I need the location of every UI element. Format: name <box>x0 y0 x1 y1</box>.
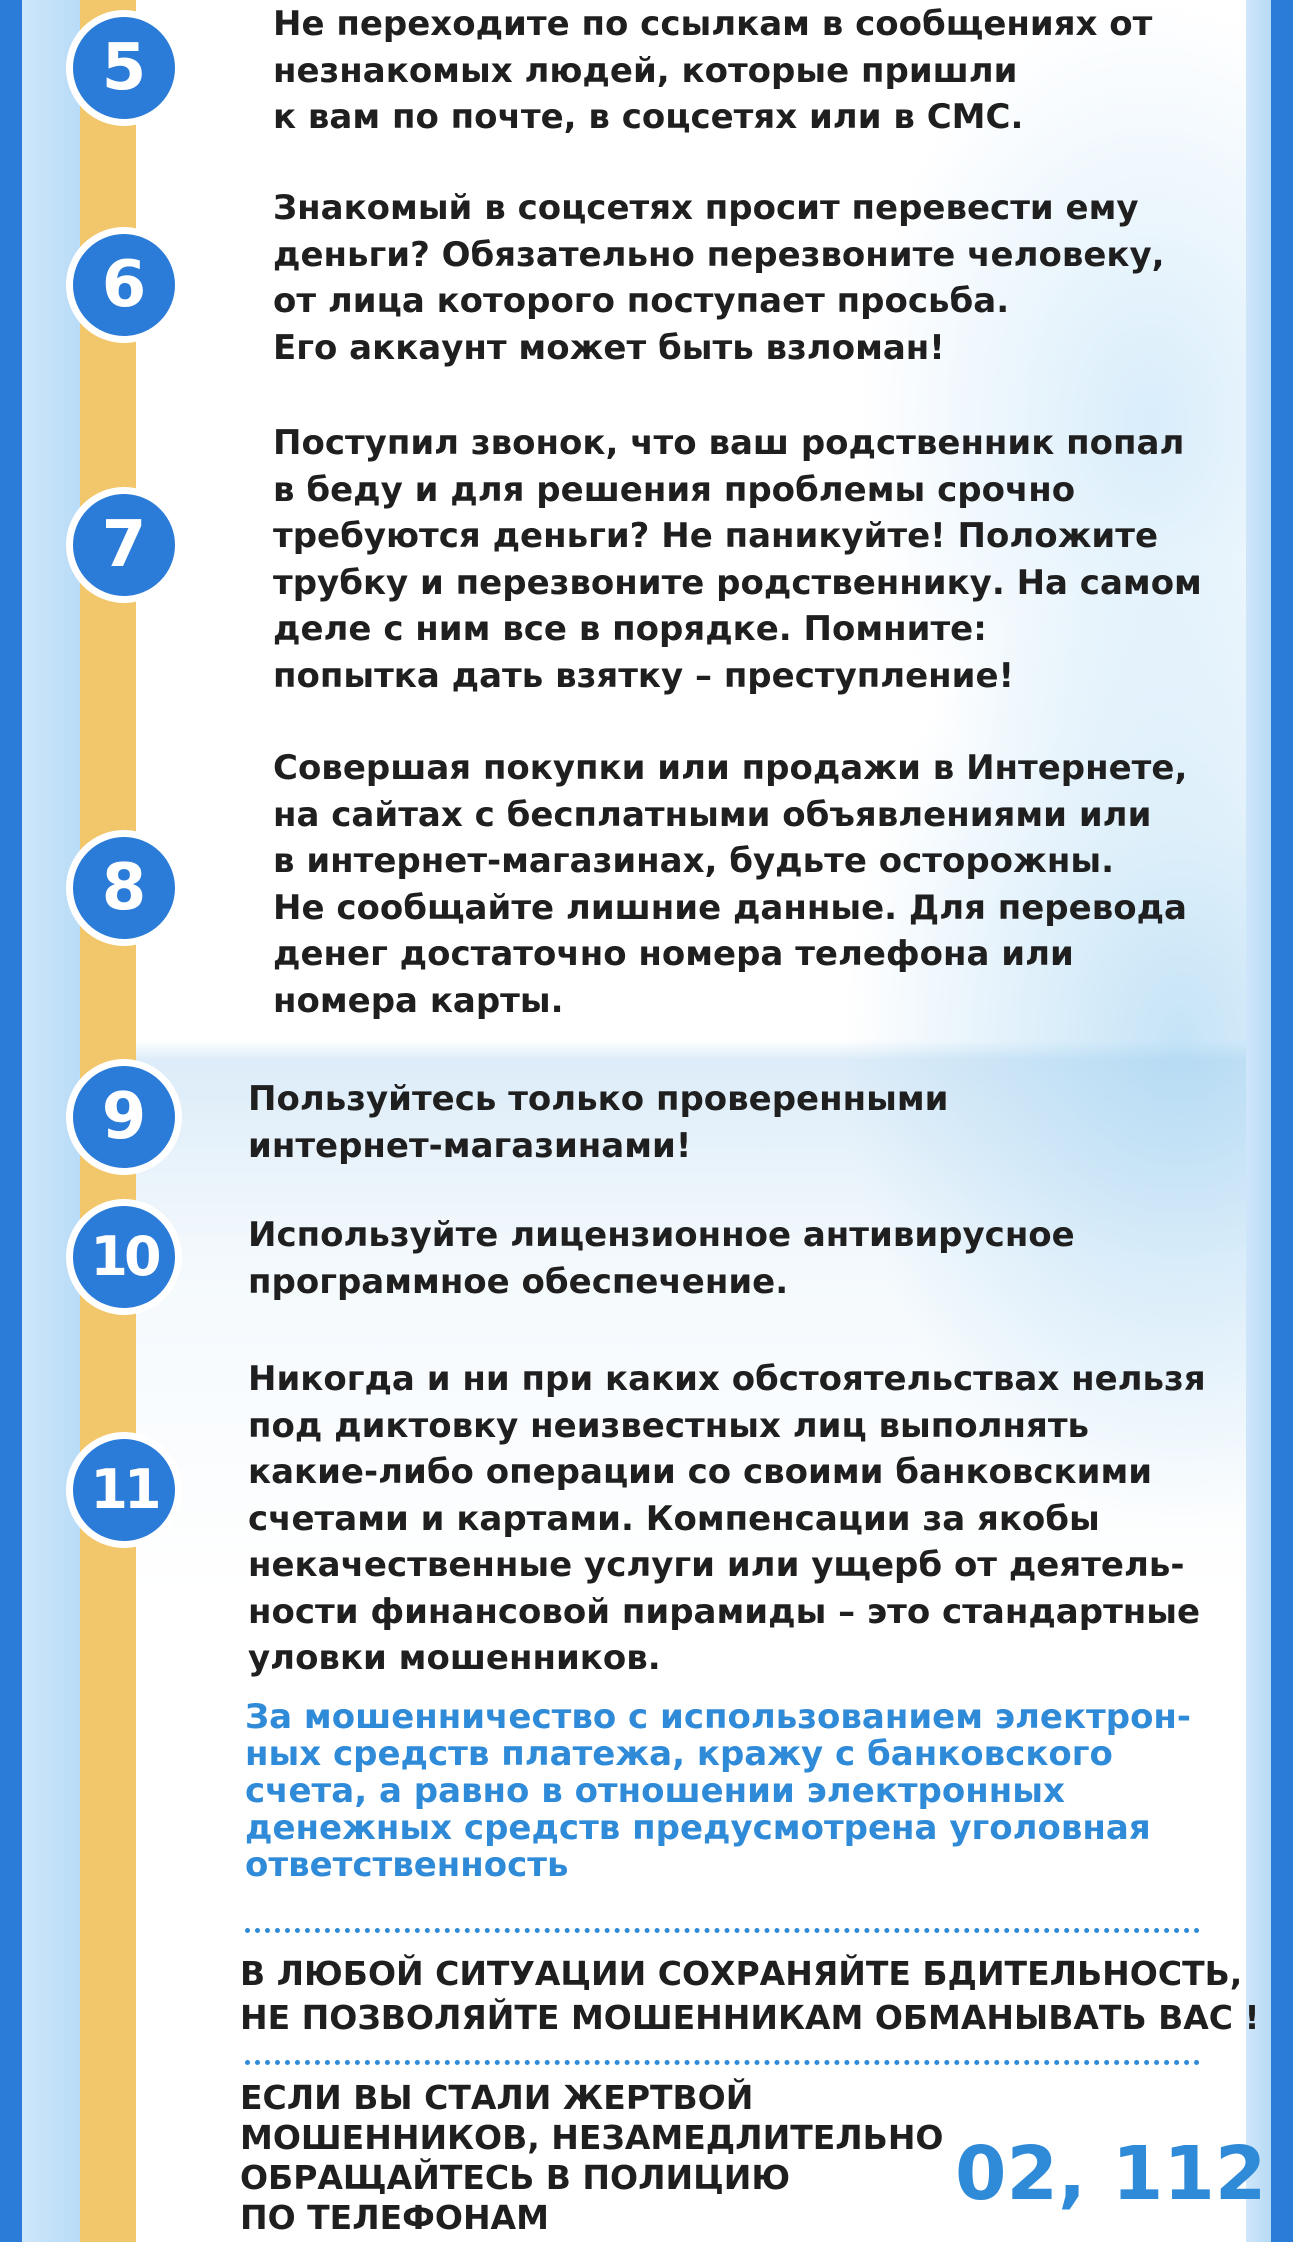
left-blue-stripe <box>0 0 22 2242</box>
item-number-badge: 6 <box>66 227 182 343</box>
police-contact-text: ЕСЛИ ВЫ СТАЛИ ЖЕРТВОЙ МОШЕННИКОВ, НЕЗАМЕДЛИТЕЛЬНО ОБРАЩАЙТЕСЬ В ПОЛИЦИЮ ПО ТЕЛЕФОНАМ <box>240 2078 944 2237</box>
item-text: Совершая покупки или продажи в Интернете, на сайтах с бесплатными объявлениями или в интернет-магазинах, будьте осторожны. Не сообщайте лишние данные. Для перевода денег достаточно номера телефона или номера карты. <box>273 748 1188 1021</box>
dotted-divider <box>245 1928 1200 1933</box>
item-number-badge: 11 <box>66 1432 182 1548</box>
item-text: Не переходите по ссылкам в сообщениях от незнакомых людей, которые пришли к вам по почте, в соцсетях или в СМС. <box>273 4 1153 137</box>
item-text: Используйте лицензионное антивирусное программное обеспечение. <box>248 1215 1075 1302</box>
item-text: Никогда и ни при каких обстоятельствах нельзя под диктовку неизвестных лиц выполнять какие-либо операции со своими банковскими счетами и картами. Компенсации за якобы некачественные услуги или ущерб от деятель- ности финансовой пирамиды – это стандартные уловки мошенников. <box>248 1359 1206 1678</box>
item-number-badge: 7 <box>66 487 182 603</box>
item-number-badge: 5 <box>66 10 182 126</box>
vigilance-message: В ЛЮБОЙ СИТУАЦИИ СОХРАНЯЙТЕ БДИТЕЛЬНОСТЬ, НЕ ПОЗВОЛЯЙТЕ МОШЕННИКАМ ОБМАНЫВАТЬ ВАС ! <box>240 1954 1260 2037</box>
right-light-blue-stripe <box>1246 0 1271 2242</box>
right-blue-stripe <box>1271 0 1293 2242</box>
criminal-liability-warning: За мошенничество с использованием электрон- ных средств платежа, кражу с банковского счета, а равно в отношении электронных денежных средств предусмотрена уголовная ответственность <box>245 1697 1192 1885</box>
item-text: Поступил звонок, что ваш родственник попал в беду и для решения проблемы срочно требуются деньги? Не паникуйте! Положите трубку и перезвоните родственнику. На самом деле с ним все в порядке. Помните: попытка дать взятку – преступление! <box>273 423 1202 696</box>
item-number-badge: 9 <box>66 1059 182 1175</box>
police-phone-numbers: 02, 112 <box>955 2131 1267 2217</box>
item-number-badge: 10 <box>66 1199 182 1315</box>
item-text: Знакомый в соцсетях просит перевести ему деньги? Обязательно перезвоните человеку, от лица которого поступает просьба. Его аккаунт может быть взломан! <box>273 188 1165 368</box>
dotted-divider <box>245 2060 1200 2065</box>
item-text: Пользуйтесь только проверенными интернет-магазинами! <box>248 1079 949 1166</box>
item-number-badge: 8 <box>66 830 182 946</box>
